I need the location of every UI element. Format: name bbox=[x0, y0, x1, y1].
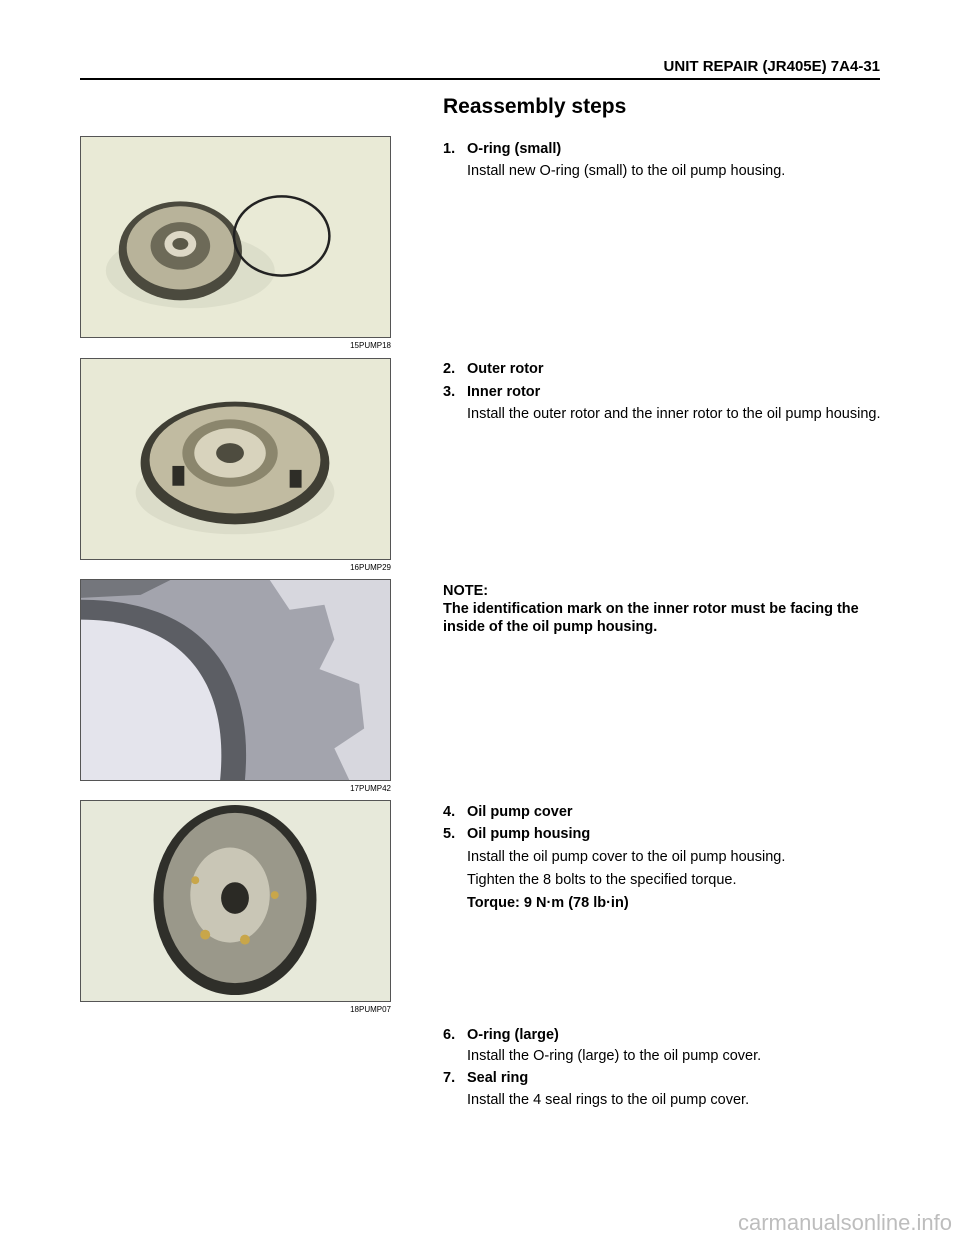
step-label: Oil pump cover bbox=[467, 804, 573, 820]
step-number: 4. bbox=[443, 804, 456, 820]
torque-spec: Torque: 9 N·m (78 lb·in) bbox=[467, 895, 629, 911]
step-7-instruction: Install the 4 seal rings to the oil pump cover. bbox=[467, 1092, 750, 1108]
step-number: 3. bbox=[443, 384, 456, 400]
step-number: 7. bbox=[443, 1070, 456, 1086]
step-label: Seal ring bbox=[467, 1070, 529, 1086]
note-heading: NOTE: bbox=[443, 583, 489, 599]
step-number: 5. bbox=[443, 826, 456, 842]
watermark: carmanualsonline.info bbox=[737, 1210, 952, 1235]
section-title: Reassembly steps bbox=[443, 95, 627, 118]
step-1 bbox=[443, 140, 561, 158]
step-7 bbox=[443, 1069, 528, 1087]
note-text: The identification mark on the inner rotor must be facing the inside of the oil pump housing. bbox=[443, 601, 859, 635]
page-header: UNIT REPAIR (JR405E) 7A4-31 bbox=[80, 58, 880, 80]
step-label: Oil pump housing bbox=[467, 826, 591, 842]
photo-caption: 18PUMP07 bbox=[350, 1005, 391, 1014]
step-4-5-instruction-b: Tighten the 8 bolts to the specified torque. bbox=[467, 872, 737, 888]
photo-rotors bbox=[80, 358, 391, 560]
step-2-3-instruction: Install the outer rotor and the inner rotor to the oil pump housing. bbox=[467, 406, 881, 422]
step-label: Inner rotor bbox=[467, 384, 541, 400]
step-5 bbox=[443, 825, 590, 843]
step-6 bbox=[443, 1026, 559, 1044]
step-4 bbox=[443, 803, 573, 821]
step-number: 2. bbox=[443, 361, 456, 377]
photo-caption: 16PUMP29 bbox=[350, 563, 391, 572]
step-number: 6. bbox=[443, 1027, 456, 1043]
step-label: Outer rotor bbox=[467, 361, 544, 377]
step-3 bbox=[443, 383, 540, 401]
photo-caption: 17PUMP42 bbox=[350, 784, 391, 793]
step-2 bbox=[443, 360, 544, 378]
step-4-5-instruction-a: Install the oil pump cover to the oil pump housing. bbox=[467, 849, 786, 865]
step-label: O-ring (small) bbox=[467, 141, 562, 157]
step-6-instruction: Install the O-ring (large) to the oil pump cover. bbox=[467, 1048, 762, 1064]
step-number: 1. bbox=[443, 141, 456, 157]
step-label: O-ring (large) bbox=[467, 1027, 559, 1043]
photo-rotor-mark bbox=[80, 579, 391, 781]
photo-caption: 15PUMP18 bbox=[350, 341, 391, 350]
step-1-instruction: Install new O-ring (small) to the oil pump housing. bbox=[467, 163, 786, 179]
photo-pump-cover bbox=[80, 800, 391, 1002]
photo-oring-small bbox=[80, 136, 391, 338]
